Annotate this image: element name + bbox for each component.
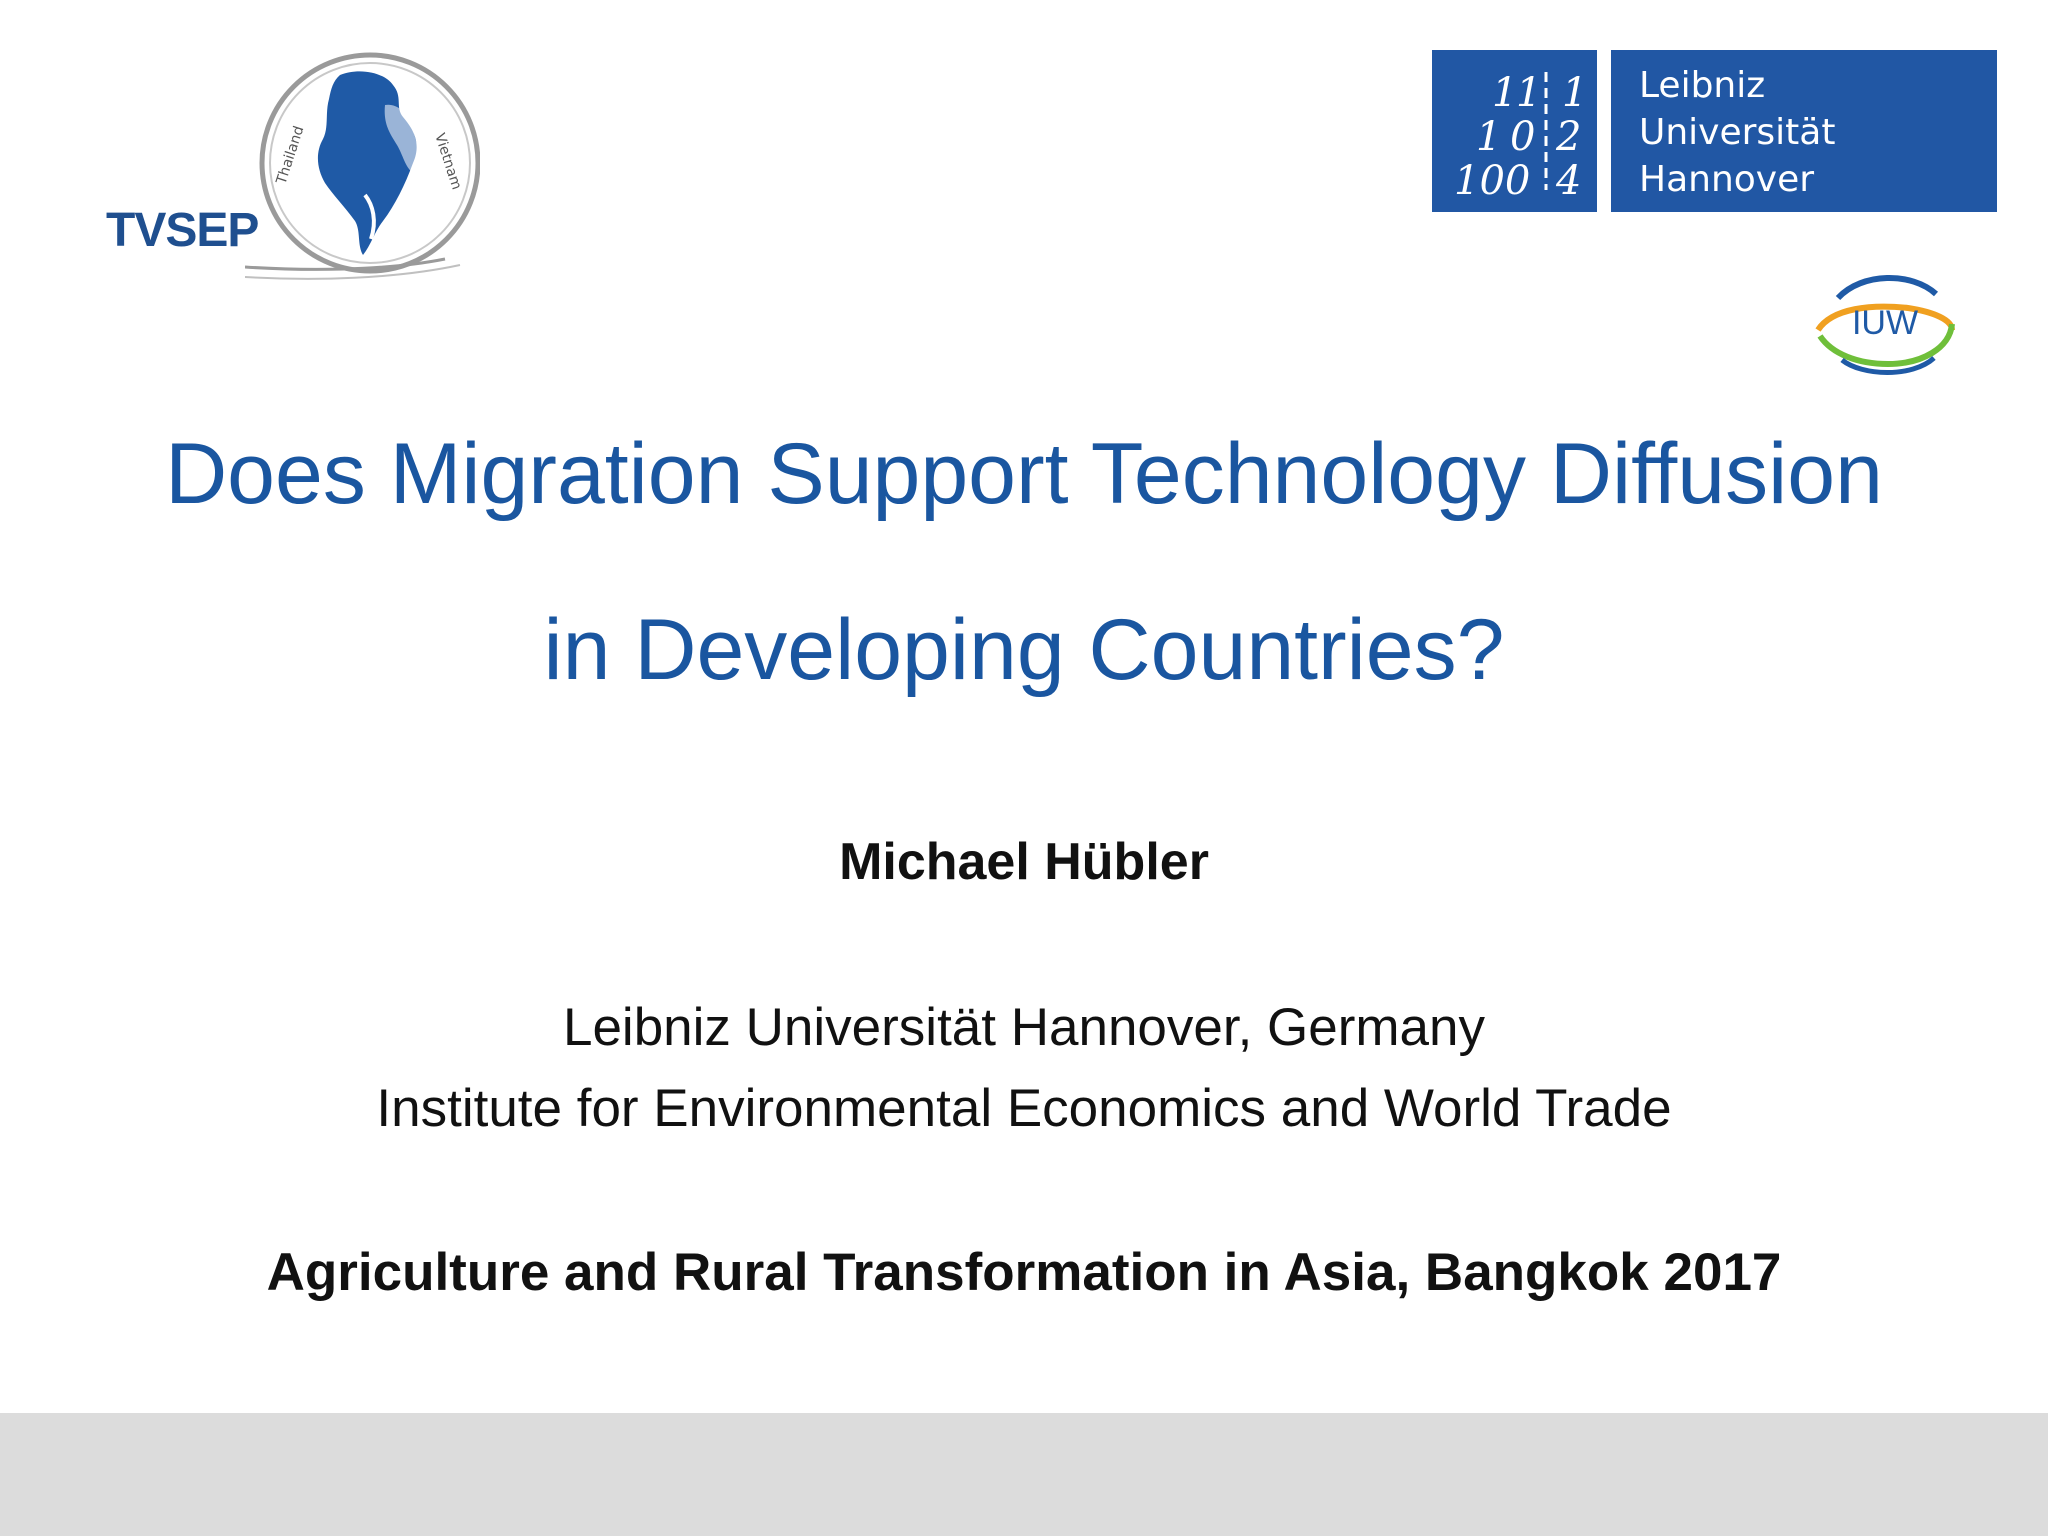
luh-name-line-2: Universität — [1639, 112, 1836, 153]
title-line-2: in Developing Countries? — [543, 602, 1505, 698]
iuw-logo — [1812, 268, 1958, 380]
iuw-logo-text: IUW — [1851, 304, 1919, 342]
luh-name-line-3: Hannover — [1639, 159, 1815, 200]
footer-band — [0, 1413, 2048, 1536]
svg-text:4: 4 — [1556, 158, 1582, 204]
tvsep-seal-icon — [245, 45, 480, 285]
seal-label-thailand: Thailand — [273, 124, 308, 187]
svg-text:1: 1 — [1562, 70, 1588, 116]
luh-logo-wordmark — [1611, 50, 1997, 212]
luh-logo-mark — [1432, 50, 1597, 212]
svg-text:2: 2 — [1556, 114, 1582, 160]
luh-logo — [1432, 50, 1997, 212]
affiliation-line-1: Leibniz Universität Hannover, Germany — [562, 998, 1486, 1057]
conference-line: Agriculture and Rural Transformation in Asia, Bangkok 2017 — [266, 1243, 1782, 1302]
svg-text:1: 1 — [1492, 70, 1518, 116]
seal-label-vietnam: Vietnam — [431, 131, 465, 192]
affiliation-line-2: Institute for Environmental Economics and World Trade — [376, 1079, 1672, 1138]
tvsep-logo — [100, 45, 480, 285]
svg-text:1: 1 — [1476, 114, 1502, 160]
svg-text:0: 0 — [1510, 114, 1536, 160]
author-name: Michael Hübler — [839, 833, 1209, 891]
iuw-logo-icon — [1812, 268, 1958, 380]
title-line-1: Does Migration Support Technology Diffusion — [165, 426, 1883, 522]
tvsep-logo-text: TVSEP — [106, 204, 259, 257]
svg-text:1: 1 — [1516, 70, 1542, 116]
luh-binary-mark-icon — [1432, 50, 1597, 212]
svg-text:100: 100 — [1454, 158, 1531, 204]
luh-name-line-1: Leibniz — [1639, 65, 1766, 106]
